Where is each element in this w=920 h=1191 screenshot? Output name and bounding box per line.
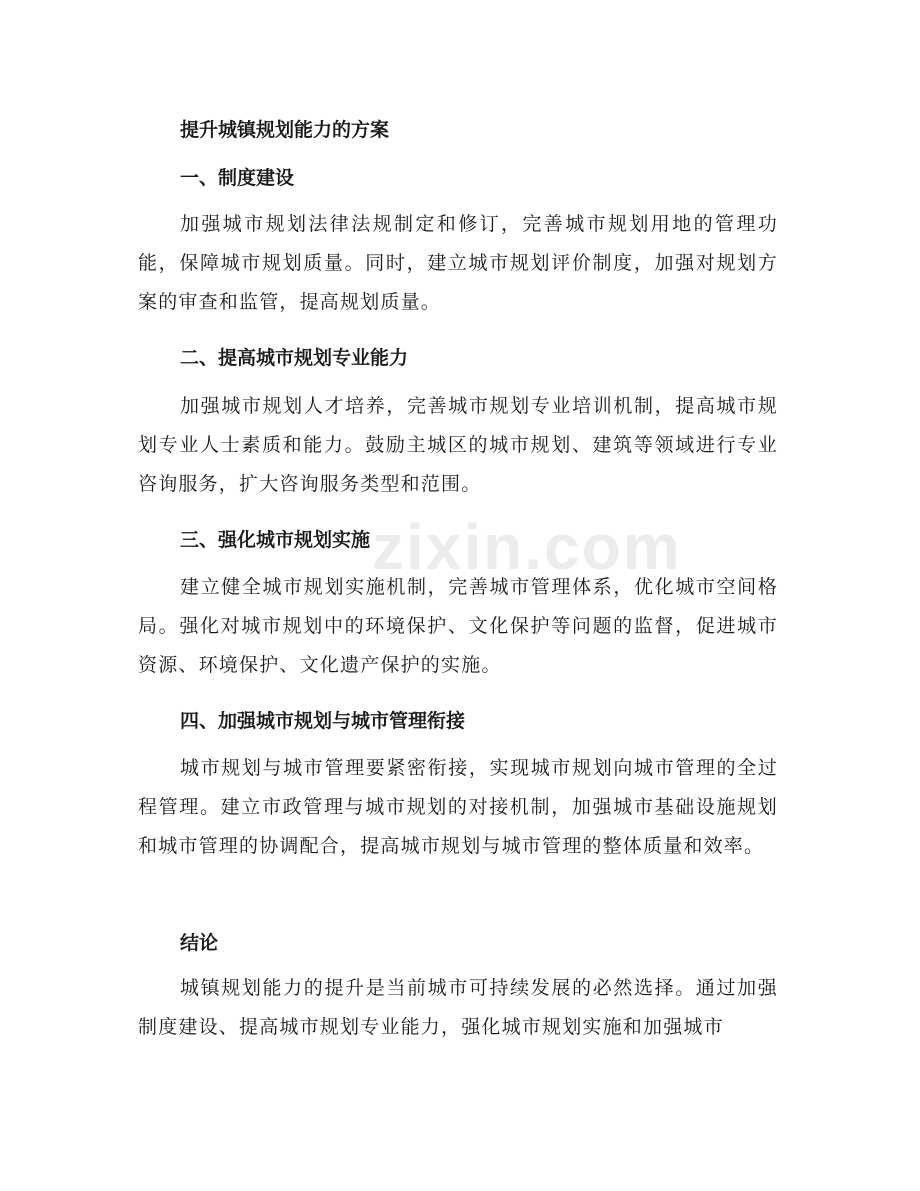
section-body-1: 加强城市规划法律法规制定和修订，完善城市规划用地的管理功能，保障城市规划质量。同时，建立城市规划评价制度，加强对规划方案的审查和监管，提高规划质量。 (138, 213, 778, 313)
conclusion-heading: 结论 (180, 932, 219, 954)
section-heading-4: 四、加强城市规划与城市管理衔接 (180, 710, 466, 732)
section-heading-1: 一、制度建设 (180, 167, 295, 189)
section-heading-3: 三、强化城市规划实施 (180, 529, 371, 551)
section-body-3: 建立健全城市规划实施机制，完善城市管理体系，优化城市空间格局。强化对城市规划中的环境保护、文化保护等问题的监督，促进城市资源、环境保护、文化遗产保护的实施。 (138, 576, 778, 676)
section-heading-2: 二、提高城市规划专业能力 (180, 347, 409, 369)
watermark-text: zixin.com (372, 511, 682, 583)
conclusion-body: 城镇规划能力的提升是当前城市可持续发展的必然选择。通过加强制度建设、提高城市规划专业能力，强化城市规划实施和加强城市 (138, 977, 778, 1038)
document-title: 提升城镇规划能力的方案 (180, 119, 390, 141)
section-body-4: 城市规划与城市管理要紧密衔接，实现城市规划向城市管理的全过程管理。建立市政管理与城市规划的对接机制，加强城市基础设施规划和城市管理的协调配合，提高城市规划与城市管理的整体质量和效率。 (138, 757, 778, 857)
section-body-2: 加强城市规划人才培养，完善城市规划专业培训机制，提高城市规划专业人士素质和能力。鼓励主城区的城市规划、建筑等领域进行专业咨询服务，扩大咨询服务类型和范围。 (138, 395, 778, 495)
